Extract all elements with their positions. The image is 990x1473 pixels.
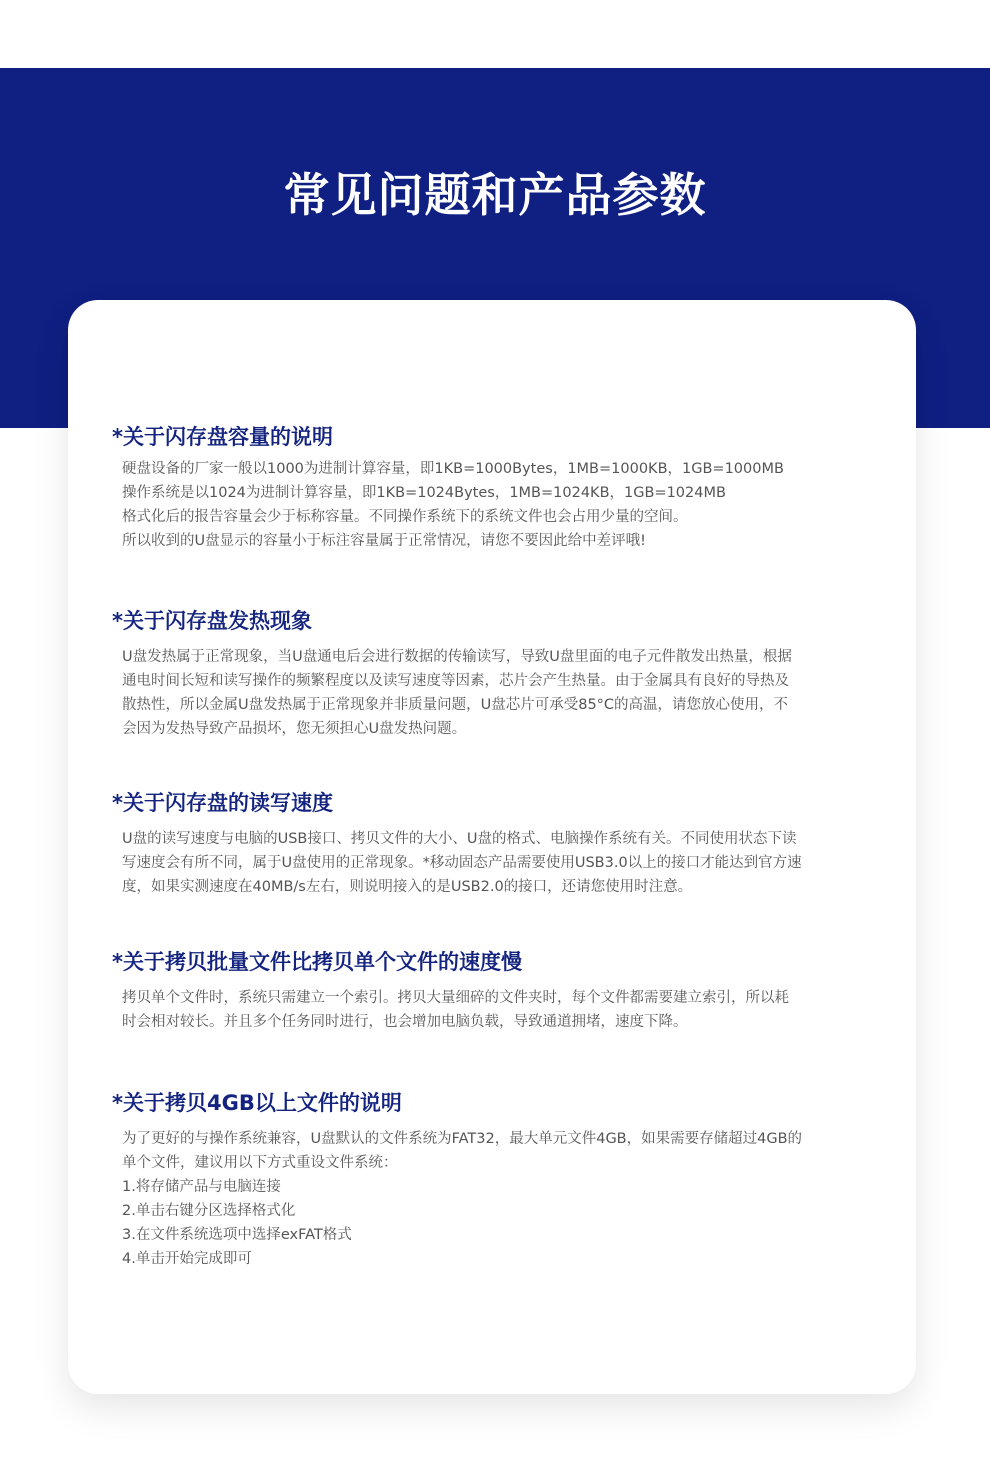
- section-body: [122, 986, 872, 1034]
- section-body: [122, 827, 872, 899]
- section-body: [122, 645, 872, 741]
- body-line: U盘的读写速度与电脑的USB接口、拷贝文件的大小、U盘的格式、电脑操作系统有关。不同使用状态下读: [122, 831, 797, 847]
- section-body: [122, 457, 872, 553]
- section-heading: *关于闪存盘发热现象: [112, 609, 312, 633]
- body-line: 4.单击开始完成即可: [122, 1251, 252, 1267]
- body-line: 1.将存储产品与电脑连接: [122, 1179, 281, 1195]
- body-line: 所以收到的U盘显示的容量小于标注容量属于正常情况，请您不要因此给中差评哦!: [122, 533, 646, 549]
- body-line: 格式化后的报告容量会少于标称容量。不同操作系统下的系统文件也会占用少量的空间。: [122, 509, 688, 525]
- body-line: 拷贝单个文件时，系统只需建立一个索引。拷贝大量细碎的文件夹时，每个文件都需要建立索引，所以耗: [122, 990, 789, 1006]
- body-line: 单个文件，建议用以下方式重设文件系统：: [122, 1155, 398, 1171]
- faq-section-capacity: [112, 422, 872, 553]
- page-title: 常见问题和产品参数: [283, 168, 707, 222]
- body-line: 为了更好的与操作系统兼容，U盘默认的文件系统为FAT32，最大单元文件4GB，如果需要存储超过4GB的: [122, 1131, 803, 1147]
- faq-section-speed: [112, 788, 872, 899]
- body-line: 2.单击右键分区选择格式化: [122, 1203, 296, 1219]
- body-line: 时会相对较长。并且多个任务同时进行，也会增加电脑负载，导致通道拥堵，速度下降。: [122, 1014, 688, 1030]
- body-line: 3.在文件系统选项中选择exFAT格式: [122, 1227, 352, 1243]
- top-margin: [0, 0, 990, 68]
- body-line: 写速度会有所不同，属于U盘使用的正常现象。*移动固态产品需要使用USB3.0以上的接口才能达到官方速: [122, 855, 802, 871]
- section-heading: *关于拷贝4GB以上文件的说明: [112, 1091, 402, 1115]
- section-heading: *关于闪存盘容量的说明: [112, 425, 333, 449]
- body-line: 硬盘设备的厂家一般以1000为进制计算容量，即1KB=1000Bytes，1MB=1000KB，1GB=1000MB: [122, 461, 784, 477]
- section-heading: *关于闪存盘的读写速度: [112, 791, 333, 815]
- section-body: [122, 1127, 872, 1271]
- body-line: 通电时间长短和读写操作的频繁程度以及读写速度等因素，芯片会产生热量。由于金属具有良好的导热及: [122, 673, 789, 689]
- section-heading: *关于拷贝批量文件比拷贝单个文件的速度慢: [112, 950, 522, 974]
- body-line: U盘发热属于正常现象，当U盘通电后会进行数据的传输读写，导致U盘里面的电子元件散发出热量，根据: [122, 649, 792, 665]
- body-line: 会因为发热导致产品损坏，您无须担心U盘发热问题。: [122, 721, 467, 737]
- body-line: 散热性，所以金属U盘发热属于正常现象并非质量问题，U盘芯片可承受85°C的高温，请您放心使用，不: [122, 697, 789, 713]
- faq-section-large-files: [112, 1088, 872, 1271]
- faq-section-heat: [112, 606, 872, 741]
- body-line: 操作系统是以1024为进制计算容量，即1KB=1024Bytes，1MB=1024KB，1GB=1024MB: [122, 485, 726, 501]
- faq-section-batch-copy: [112, 947, 872, 1034]
- body-line: 度，如果实测速度在40MB/s左右，则说明接入的是USB2.0的接口，还请您使用时注意。: [122, 879, 693, 895]
